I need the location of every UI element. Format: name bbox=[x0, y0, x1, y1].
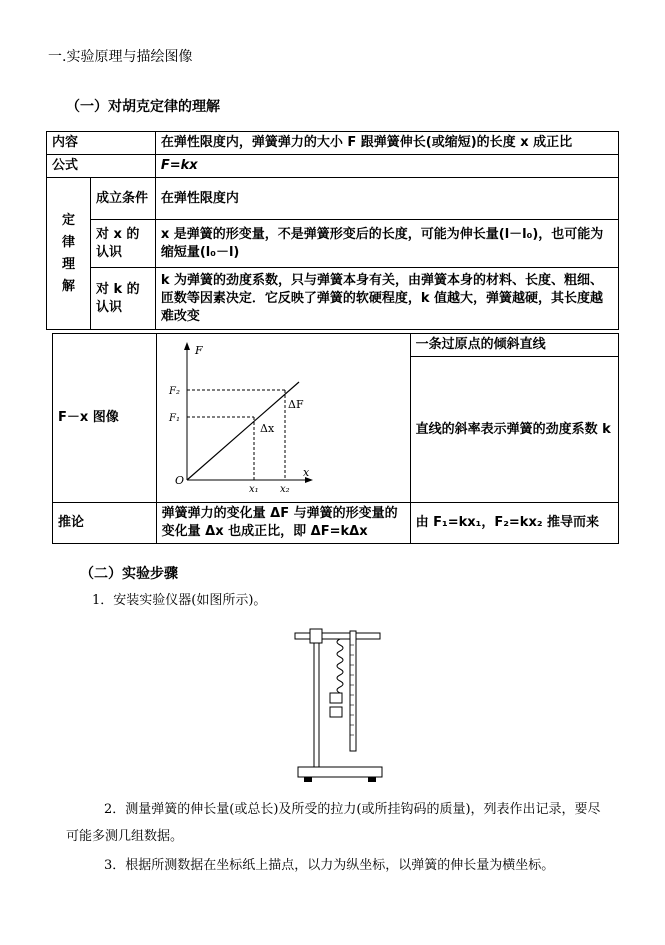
f2-label: F₂ bbox=[168, 386, 180, 397]
x1-label: x₁ bbox=[248, 484, 259, 495]
f1-label: F₁ bbox=[168, 413, 180, 424]
content-value: 在弹性限度内，弹簧弹力的大小 F 跟弹簧伸长(或缩短)的长度 x 成正比 bbox=[155, 132, 618, 155]
content-label: 内容 bbox=[47, 132, 156, 155]
step-2-line-2: 可能多测几组数据。 bbox=[66, 829, 184, 844]
step-2-line-1: 2．测量弹簧的伸长量(或总长)及所受的拉力(或所挂钩码的质量)，列表作出记录，要尽 bbox=[104, 802, 601, 817]
formula-value: F=kx bbox=[155, 155, 618, 178]
graph-desc-line: 一条过原点的倾斜直线 bbox=[410, 334, 618, 357]
axis-x-label: x bbox=[302, 466, 309, 479]
origin-label: O bbox=[174, 474, 184, 487]
delta-x-label: Δx bbox=[259, 422, 274, 435]
k-understanding-label: 对 k 的认识 bbox=[90, 268, 155, 330]
x2-label: x₂ bbox=[279, 484, 290, 495]
subsection-title-steps: （二）实验步骤 bbox=[80, 566, 178, 582]
graph-desc-slope: 直线的斜率表示弹簧的劲度系数 k bbox=[410, 357, 618, 503]
condition-label: 成立条件 bbox=[90, 178, 155, 220]
x-understanding-label: 对 x 的认识 bbox=[90, 220, 155, 268]
hooke-table-upper bbox=[46, 131, 619, 330]
hooke-table-lower bbox=[52, 333, 619, 544]
spring-apparatus-illustration bbox=[290, 625, 390, 785]
delta-f-label: ΔF bbox=[287, 398, 304, 411]
graph-cell bbox=[156, 334, 410, 503]
inference-label: 推论 bbox=[53, 503, 157, 544]
k-understanding-value: k 为弹簧的劲度系数，只与弹簧本身有关，由弹簧本身的材料、长度、粗细、匝数等因素决定．它反映了弹簧的软硬程度，k 值越大，弹簧越硬，其长度越难改变 bbox=[155, 268, 618, 330]
step-3: 3．根据所测数据在坐标纸上描点，以力为纵坐标，以弹簧的伸长量为横坐标。 bbox=[104, 858, 555, 873]
step-1: 1．安装实验仪器(如图所示)。 bbox=[92, 593, 267, 608]
subsection-title-hooke: （一）对胡克定律的理解 bbox=[66, 99, 220, 115]
x-understanding-value: x 是弹簧的形变量，不是弹簧形变后的长度，可能为伸长量(l－l₀)，也可能为缩短量(l₀－l) bbox=[155, 220, 618, 268]
inference-derivation: 由 F₁=kx₁，F₂=kx₂ 推导而来 bbox=[410, 503, 618, 544]
condition-value: 在弹性限度内 bbox=[155, 178, 618, 220]
formula-label: 公式 bbox=[47, 155, 156, 178]
inference-value: 弹簧弹力的变化量 ΔF 与弹簧的形变量的变化量 Δx 也成正比，即 ΔF=kΔx bbox=[156, 503, 410, 544]
section-title: 一.实验原理与描绘图像 bbox=[48, 49, 193, 65]
axis-f-label: F bbox=[194, 344, 203, 357]
f-x-graph bbox=[157, 334, 409, 496]
graph-label: F－x 图像 bbox=[53, 334, 157, 503]
law-understanding-label: 定 律 理 解 bbox=[47, 178, 91, 330]
